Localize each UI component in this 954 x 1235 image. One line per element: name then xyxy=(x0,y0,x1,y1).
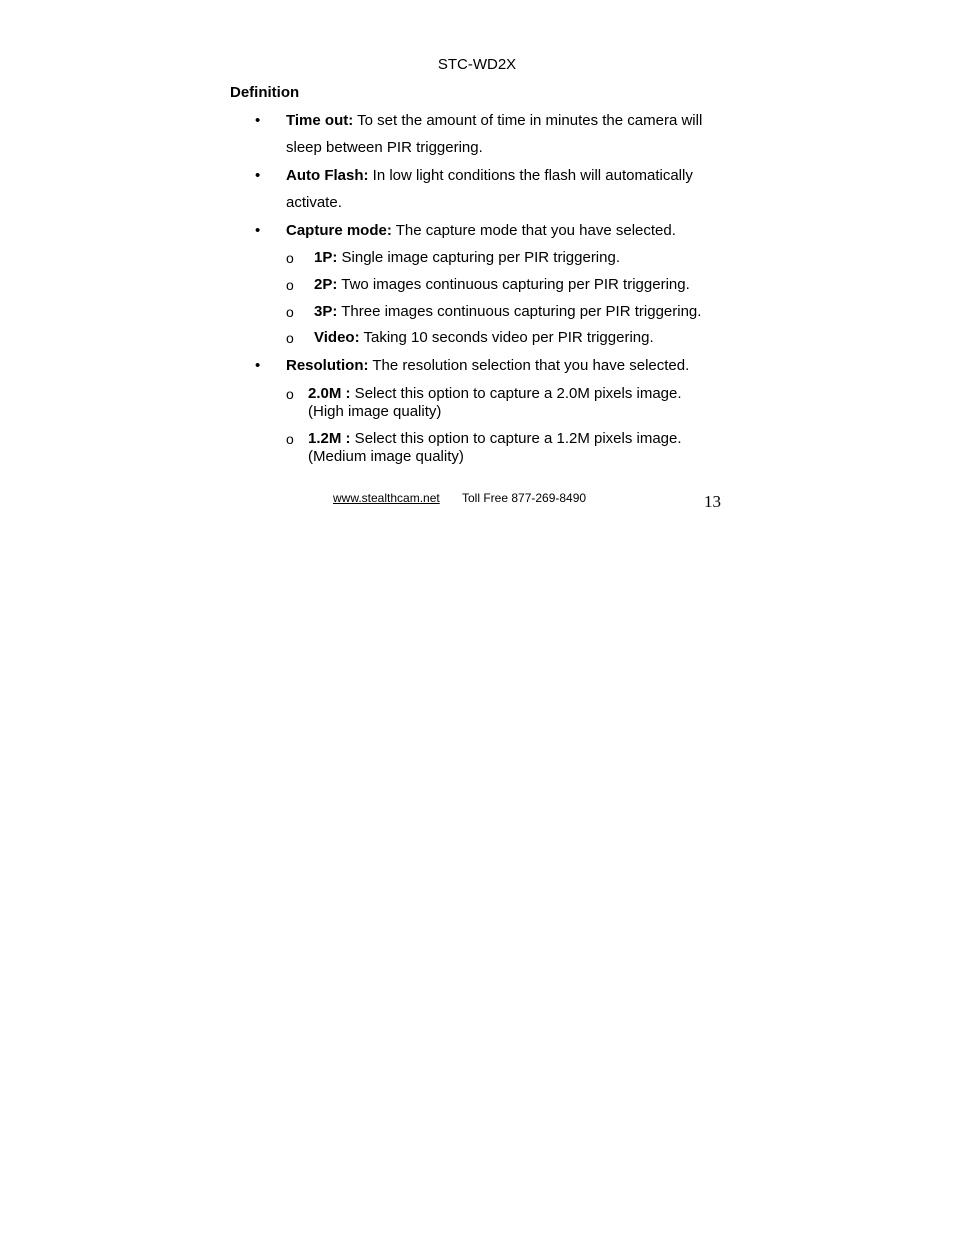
item-description: The capture mode that you have selected. xyxy=(391,222,676,239)
sub-item-description: Two images continuous capturing per PIR triggering. xyxy=(337,276,690,293)
sub-bullet-marker: o xyxy=(286,386,294,402)
sub-item-description: Three images continuous capturing per PIR triggering. xyxy=(337,303,702,320)
sub-item-video xyxy=(314,329,654,346)
sub-item-description-continued: (High image quality) xyxy=(308,403,442,420)
item-description: The resolution selection that you have selected. xyxy=(368,357,690,374)
term-label: Capture mode: xyxy=(286,222,392,239)
sub-item-2p xyxy=(314,276,690,293)
list-item-time-out xyxy=(286,112,702,129)
term-label: 2P: xyxy=(314,276,338,293)
sub-bullet-marker: o xyxy=(286,304,294,320)
term-label: Time out: xyxy=(286,112,354,129)
sub-bullet-marker: o xyxy=(286,250,294,266)
item-description-continued: sleep between PIR triggering. xyxy=(286,139,483,156)
bullet-marker: • xyxy=(255,222,261,239)
sub-item-1-2m xyxy=(308,430,682,448)
sub-item-1p xyxy=(314,249,620,266)
bullet-marker: • xyxy=(255,357,261,374)
item-description-continued: activate. xyxy=(286,194,342,211)
term-label: Video: xyxy=(314,329,360,346)
bullet-marker: • xyxy=(255,112,261,129)
website-link[interactable]: www.stealthcam.net xyxy=(333,491,440,505)
sub-item-3p xyxy=(314,303,701,320)
sub-bullet-marker: o xyxy=(286,277,294,293)
sub-item-description: Taking 10 seconds video per PIR triggering. xyxy=(359,329,654,346)
sub-item-description: Select this option to capture a 1.2M pixels image. xyxy=(350,430,682,447)
section-heading: Definition xyxy=(230,84,300,101)
term-label: 1P: xyxy=(314,249,338,266)
item-description: To set the amount of time in minutes the camera will xyxy=(353,112,703,129)
term-label: Resolution: xyxy=(286,357,369,374)
page-number: 13 xyxy=(704,492,721,511)
list-item-resolution xyxy=(286,357,689,374)
sub-item-description-continued: (Medium image quality) xyxy=(308,448,464,465)
bullet-marker: • xyxy=(255,167,261,184)
sub-bullet-marker: o xyxy=(286,431,294,447)
list-item-capture-mode xyxy=(286,222,676,239)
term-label: 2.0M : xyxy=(308,385,351,402)
sub-item-2-0m xyxy=(308,385,682,403)
toll-free-phone: Toll Free 877-269-8490 xyxy=(462,491,587,505)
term-label: Auto Flash: xyxy=(286,167,369,184)
item-description: In low light conditions the flash will automatically xyxy=(368,167,693,184)
page-header: STC-WD2X xyxy=(437,56,517,73)
sub-bullet-marker: o xyxy=(286,330,294,346)
sub-item-description: Select this option to capture a 2.0M pixels image. xyxy=(350,385,682,402)
term-label: 1.2M : xyxy=(308,430,351,447)
list-item-auto-flash xyxy=(286,167,693,184)
sub-item-description: Single image capturing per PIR triggering. xyxy=(337,249,620,266)
term-label: 3P: xyxy=(314,303,338,320)
